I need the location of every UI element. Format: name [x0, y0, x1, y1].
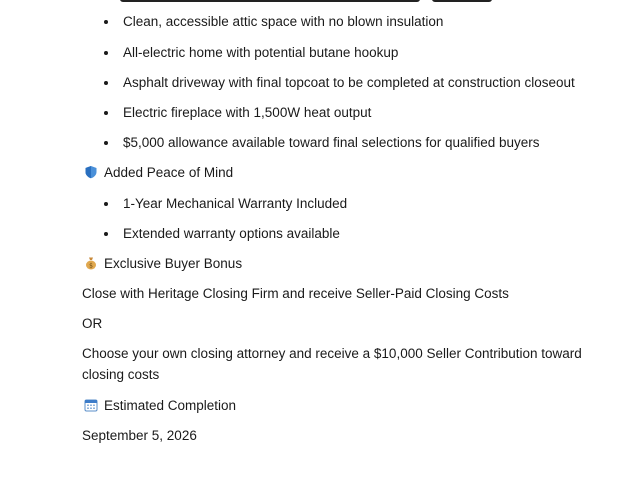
- or-separator: OR: [82, 316, 103, 331]
- closing-option-1: Close with Heritage Closing Firm and receive Seller-Paid Closing Costs: [82, 286, 509, 301]
- calendar-icon: [84, 398, 98, 412]
- clipped-text-fragment: [432, 0, 492, 2]
- bullet-dot: [104, 111, 108, 115]
- closing-option-2-line-2: closing costs: [82, 367, 160, 382]
- feature-item-fireplace: Electric fireplace with 1,500W heat output: [123, 105, 372, 120]
- peace-of-mind-heading: Added Peace of Mind: [104, 165, 234, 180]
- bullet-dot: [104, 20, 108, 24]
- clipped-text-fragment: [120, 0, 420, 2]
- warranty-item-mechanical: 1-Year Mechanical Warranty Included: [123, 196, 348, 211]
- feature-item-attic: Clean, accessible attic space with no blown insulation: [123, 14, 444, 29]
- completion-date: September 5, 2026: [82, 428, 197, 443]
- feature-item-allowance: $5,000 allowance available toward final selections for qualified buyers: [123, 135, 540, 150]
- bullet-dot: [104, 232, 108, 236]
- warranty-item-extended: Extended warranty options available: [123, 226, 340, 241]
- closing-option-2-line-1: Choose your own closing attorney and receive a $10,000 Seller Contribution toward: [82, 346, 582, 361]
- shield-icon: [84, 165, 98, 179]
- bullet-dot: [104, 202, 108, 206]
- bullet-dot: [104, 141, 108, 145]
- money-bag-icon: [84, 256, 98, 270]
- buyer-bonus-heading: Exclusive Buyer Bonus: [104, 256, 243, 271]
- bullet-dot: [104, 51, 108, 55]
- completion-heading: Estimated Completion: [104, 398, 237, 413]
- bullet-dot: [104, 81, 108, 85]
- feature-item-electric: All-electric home with potential butane hookup: [123, 45, 399, 60]
- svg-text:$: $: [89, 262, 93, 270]
- feature-item-driveway: Asphalt driveway with final topcoat to be completed at construction closeout: [123, 75, 575, 90]
